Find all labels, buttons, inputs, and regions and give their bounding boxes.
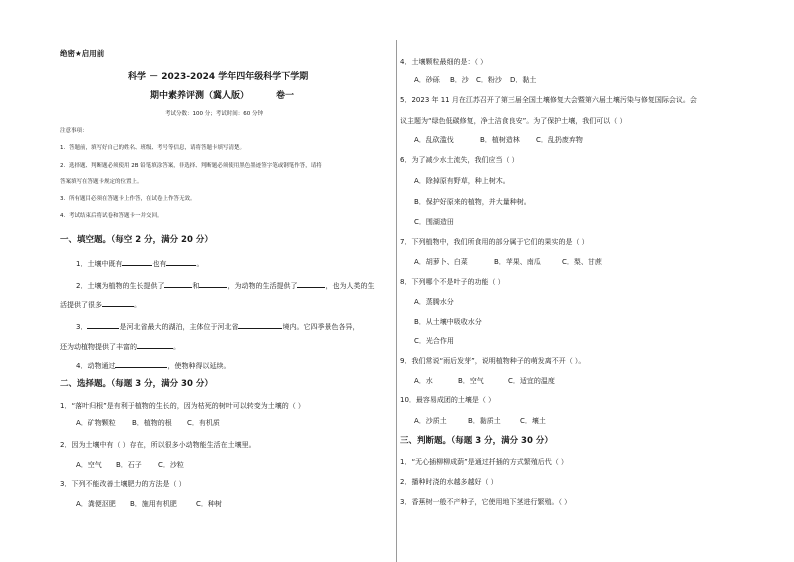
mc-option: B．黏质土 — [468, 417, 501, 425]
mc-option: B．从土壤中吸收水分 — [414, 318, 482, 326]
mc-option: B．植树造林 — [480, 136, 520, 144]
mc-option: A．乱砍滥伐 — [414, 136, 454, 144]
mc-option: C．适宜的温度 — [508, 377, 555, 385]
exam-title: 科学 － 2023-2024 学年四年级科学下学期 — [128, 72, 309, 82]
fill-q2-line2: 活提供了很多 。 — [60, 301, 141, 309]
mc-option: A．沙质土 — [414, 417, 447, 425]
mc-option: B．苹果、南瓜 — [494, 258, 541, 266]
exam-info: 考试分数：100 分；考试时间：60 分钟 — [165, 111, 263, 117]
mc-option: C．粉沙 — [476, 76, 502, 84]
exam-subtitle: 期中素养评测（冀人版） — [150, 91, 250, 101]
mc-question: 9．我们常说“雨后发芽”，说明植物种子的萌发离不开（ ）。 — [400, 357, 586, 365]
mc-question: 2．因为土壤中有（ ）存在，所以很多小动物能生活在土壤里。 — [60, 441, 256, 449]
mc-question: 6．为了减少水土流失，我们应当（ ） — [400, 156, 519, 164]
mc-question: 10．最容易成团的土壤是（ ） — [400, 396, 496, 404]
note-line: 答案填写在答题卡规定的位置上。 — [60, 179, 143, 185]
mc-question: 7．下列植物中，我们所食用的部分属于它们的果实的是（ ） — [400, 238, 589, 246]
mc-question-cont: 议主题为“绿色低碳修复，净土洁食良安”。为了保护土壤，我们可以（ ） — [400, 117, 627, 125]
tf-question: 1．“无心插柳柳成荫”是通过扦插的方式繁殖后代（ ） — [400, 458, 568, 466]
mc-option: B．保护好原来的植物，并大量种树。 — [414, 198, 531, 206]
exam-volume: 卷一 — [276, 91, 295, 101]
mc-question: 1．“落叶归根”是有利于植物的生长的，因为枯死的树叶可以转变为土壤的（ ） — [60, 402, 305, 410]
fill-q3-line2: 还为动植物提供了丰富的 。 — [60, 343, 180, 351]
fill-q4: 4．动物通过 ，使物种得以延续。 — [76, 362, 231, 370]
mc-option: A．蒸腾水分 — [414, 298, 454, 306]
note-line: 1．答题前，填写好自己的姓名、班级、考号等信息，请将答题卡填写清楚。 — [60, 145, 246, 151]
mc-question: 3．下列不能改善土壤肥力的方法是（ ） — [60, 480, 186, 488]
mc-question: 8．下列哪个不是叶子的功能（ ） — [400, 278, 505, 286]
mc-option: B．施用有机肥 — [130, 500, 177, 508]
mc-option: C．沙粒 — [158, 461, 184, 469]
secret-mark: 绝密★启用前 — [60, 49, 105, 58]
notes-title: 注意事项： — [60, 128, 88, 134]
fill-q3-line1: 3． 是河北省最大的湖泊，主体位于河北省 境内。它四季景色各异， — [76, 323, 360, 331]
mc-option: A．水 — [414, 377, 433, 385]
mc-option: C．乱扔废弃物 — [536, 136, 583, 144]
mc-option: A．空气 — [76, 461, 102, 469]
mc-option: D．黏土 — [510, 76, 537, 84]
mc-option: C．壤土 — [520, 417, 546, 425]
mc-option: B．沙 — [450, 76, 469, 84]
mc-option: B．石子 — [116, 461, 142, 469]
column-divider — [396, 40, 397, 562]
left-column — [0, 0, 396, 562]
fill-q1: 1．土壤中既有 也有 。 — [76, 260, 204, 268]
section3-title: 三、判断题。（每题 3 分，满分 30 分） — [400, 436, 553, 446]
note-line: 4．考试结束后将试卷和答题卡一并交回。 — [60, 213, 163, 219]
mc-option: C．围湖造田 — [414, 218, 454, 226]
mc-option: A．矿物颗粒 — [76, 419, 116, 427]
mc-option: A．粪便沤肥 — [76, 500, 116, 508]
mc-option: A．除掉原有野草，种上树木。 — [414, 177, 510, 185]
mc-option: B．空气 — [458, 377, 484, 385]
mc-option: C．光合作用 — [414, 337, 454, 345]
mc-option: A．砂砾 — [414, 76, 440, 84]
tf-question: 3．香蕉树一般不产种子，它使用地下茎进行繁殖。（ ） — [400, 498, 572, 506]
section2-title: 二、选择题。（每题 3 分，满分 30 分） — [60, 379, 213, 389]
section1-title: 一、填空题。（每空 2 分，满分 20 分） — [60, 235, 213, 245]
mc-question: 5．2023 年 11 月在江苏召开了第三届全国土壤修复大会暨第六届土壤污染与修复国际会议。会 — [400, 96, 697, 104]
note-line: 2．选择题、判断题必须使用 2B 铅笔填涂答案，非选择、判断题必须使用黑色墨迹签字笔或钢笔作答，请将 — [60, 163, 322, 169]
fill-q2-line1: 2．土壤为植物的生长提供了 和 ，为动物的生活提供了 ，也为人类的生 — [76, 282, 375, 290]
right-column — [398, 0, 794, 562]
mc-option: C．有机质 — [187, 419, 220, 427]
mc-option: C．梨、甘蔗 — [562, 258, 602, 266]
mc-option: B．植物的根 — [132, 419, 172, 427]
mc-option: C．种树 — [196, 500, 222, 508]
mc-option: A．胡萝卜、白菜 — [414, 258, 468, 266]
tf-question: 2．播种时浇的水越多越好（ ） — [400, 478, 498, 486]
mc-question: 4．土壤颗粒最细的是：（ ） — [400, 58, 488, 66]
note-line: 3．所有题目必须在答题卡上作答，在试卷上作答无效。 — [60, 196, 196, 202]
